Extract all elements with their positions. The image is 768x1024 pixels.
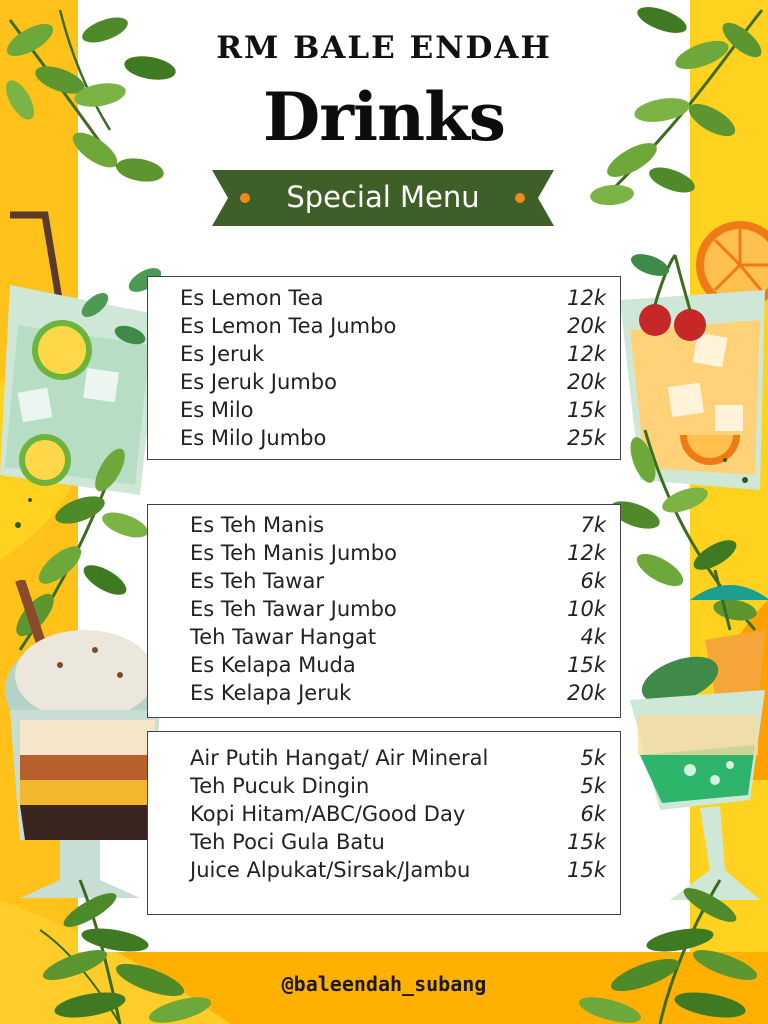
menu-item [148, 651, 622, 679]
menu-item [148, 396, 622, 424]
menu-item-price: 4k [580, 625, 606, 649]
ribbon-label: Special Menu [286, 180, 480, 214]
menu-item [148, 424, 622, 452]
menu-item [148, 567, 622, 595]
menu-item-price: 15k [567, 398, 606, 422]
menu-section-3 [147, 731, 621, 915]
menu-item-name: Es Lemon Tea Jumbo [180, 314, 397, 338]
menu-item-price: 6k [580, 569, 606, 593]
menu-item-price: 5k [580, 746, 606, 770]
restaurant-name: RM BALE ENDAH [216, 30, 552, 66]
menu-item-name: Es Kelapa Muda [190, 653, 356, 677]
menu-item-price: 20k [567, 681, 606, 705]
menu-item [148, 800, 622, 828]
menu-item [148, 679, 622, 707]
cocktail-illustration [620, 570, 768, 910]
page-title: Drinks [263, 78, 505, 156]
menu-item-price: 15k [567, 858, 606, 882]
menu-item [148, 340, 622, 368]
menu-item-price: 15k [567, 830, 606, 854]
menu-item-price: 10k [567, 597, 606, 621]
menu-item-price: 25k [567, 426, 606, 450]
menu-item [148, 368, 622, 396]
menu-item [148, 856, 622, 884]
menu-item [148, 539, 622, 567]
menu-item-price: 20k [567, 314, 606, 338]
menu-item-price: 12k [567, 342, 606, 366]
menu-item-price: 5k [580, 774, 606, 798]
menu-item-name: Es Teh Tawar [190, 569, 324, 593]
social-handle[interactable]: @baleendah_subang [281, 972, 487, 996]
menu-section-1 [147, 276, 621, 460]
menu-item-price: 12k [567, 541, 606, 565]
menu-item-name: Es Jeruk Jumbo [180, 370, 337, 394]
menu-item-name: Juice Alpukat/Sirsak/Jambu [190, 858, 471, 882]
menu-item-name: Teh Pucuk Dingin [190, 774, 370, 798]
menu-item [148, 595, 622, 623]
menu-item [148, 828, 622, 856]
menu-item [148, 744, 622, 772]
menu-item [148, 312, 622, 340]
menu-item-name: Es Teh Tawar Jumbo [190, 597, 397, 621]
menu-item-name: Es Lemon Tea [180, 286, 324, 310]
menu-item-name: Es Kelapa Jeruk [190, 681, 352, 705]
menu-item-price: 20k [567, 370, 606, 394]
menu-item-name: Es Jeruk [180, 342, 265, 366]
menu-item [148, 284, 622, 312]
menu-item-price: 6k [580, 802, 606, 826]
menu-item-name: Es Teh Manis [190, 513, 325, 537]
menu-item-name: Es Teh Manis Jumbo [190, 541, 397, 565]
menu-item [148, 511, 622, 539]
menu-item-price: 12k [567, 286, 606, 310]
menu-item-price: 7k [580, 513, 606, 537]
menu-item-price: 15k [567, 653, 606, 677]
menu-item-name: Air Putih Hangat/ Air Mineral [190, 746, 489, 770]
menu-item-name: Teh Poci Gula Batu [190, 830, 385, 854]
menu-section-2 [147, 504, 621, 718]
menu-item [148, 623, 622, 651]
menu-item-name: Es Milo [180, 398, 254, 422]
menu-item-name: Kopi Hitam/ABC/Good Day [190, 802, 466, 826]
menu-item-name: Es Milo Jumbo [180, 426, 327, 450]
menu-item [148, 772, 622, 800]
menu-item-name: Teh Tawar Hangat [190, 625, 377, 649]
